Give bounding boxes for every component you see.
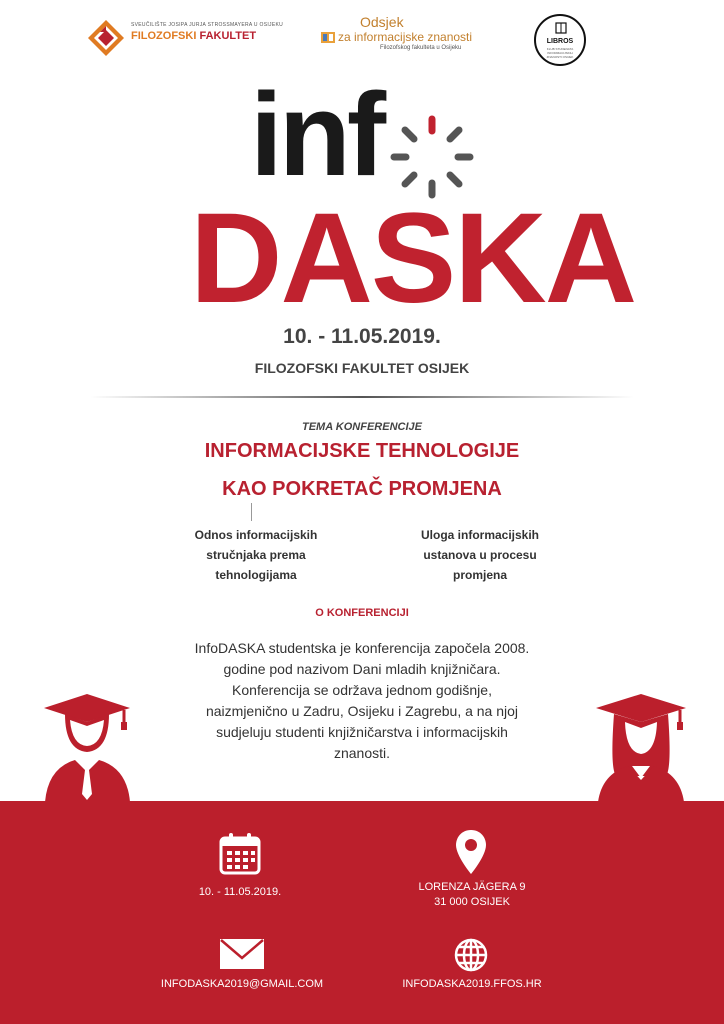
subtheme-right-line: ustanova u procesu [423, 548, 537, 562]
female-graduate-icon [592, 690, 690, 802]
footer-address-line2: 31 000 OSIJEK [434, 896, 510, 908]
faculty-name [131, 30, 256, 42]
title-info: inf [250, 69, 383, 201]
calendar-icon [218, 832, 262, 876]
event-venue: FILOZOFSKI FAKULTET OSIJEK [254, 360, 470, 376]
about-heading: O KONFERENCIJI [315, 607, 409, 619]
subtheme-left-line: tehnologijama [215, 568, 297, 582]
faculty-emblem-icon [86, 18, 126, 58]
divider [90, 396, 634, 398]
subtheme-left-line: stručnjaka prema [206, 548, 306, 562]
footer-email[interactable]: INFODASKA2019@GMAIL.COM [160, 978, 324, 990]
faculty-university-text: SVEUČILIŠTE JOSIPA JURJA STROSSMAYERA U OSIJEKU [131, 22, 284, 28]
department-line2: za informacijske znanosti [338, 30, 473, 44]
vertical-divider [251, 503, 252, 521]
about-text [160, 638, 564, 764]
male-graduate-icon [40, 690, 135, 802]
about-line: znanosti. [333, 745, 391, 761]
subtheme-left [166, 525, 346, 585]
department-line1: Odsjek [360, 14, 404, 30]
title-daska: DASKA [190, 187, 636, 330]
faculty-name-b: FAKULTET [199, 30, 257, 42]
theme-title-line1: INFORMACIJSKE TEHNOLOGIJE [204, 440, 520, 462]
subtheme-right-line: Uloga informacijskih [420, 528, 540, 542]
department-books-icon [320, 30, 336, 44]
footer-date: 10. - 11.05.2019. [198, 886, 282, 898]
subtheme-left-line: Odnos informacijskih [194, 528, 318, 542]
footer-address [380, 880, 564, 910]
about-line: sudjeluju studenti knjižničarstva i informacijskih [216, 724, 508, 740]
about-line: InfoDASKA studentska je konferencija započela 2008. [194, 640, 530, 656]
book-icon [554, 21, 568, 35]
libros-name: LIBROS [546, 38, 574, 45]
globe-icon [453, 937, 489, 973]
libros-subtitle: KLUB STUDENATA INFORMACIJSKIH ZNANOSTI OSIJEK [546, 47, 574, 59]
subtheme-right [390, 525, 570, 585]
event-dates: 10. - 11.05.2019. [283, 325, 441, 348]
department-logo [320, 14, 473, 62]
footer-band [0, 801, 724, 1024]
location-pin-icon [454, 828, 488, 876]
theme-title-line2: KAO POKRETAČ PROMJENA [222, 478, 502, 500]
theme-label: TEMA KONFERENCIJE [302, 421, 422, 433]
envelope-icon [219, 938, 265, 970]
about-line: Konferencija se održava jednom godišnje, [232, 682, 492, 698]
libros-logo [534, 14, 586, 66]
footer-address-line1: LORENZA JÄGERA 9 [418, 881, 526, 893]
subtheme-right-line: promjena [452, 568, 507, 582]
footer-website[interactable]: INFODASKA2019.FFOS.HR [402, 978, 542, 990]
about-line: godine pod nazivom Dani mladih knjižničara. [223, 661, 501, 677]
faculty-logo [86, 18, 286, 58]
faculty-name-a: FILOZOFSKI [131, 30, 197, 42]
department-line3: Filozofskog fakulteta u Osijeku [380, 45, 462, 51]
about-line: naizmjenično u Zadru, Osijeku i Zagrebu, a na njoj [205, 703, 519, 719]
